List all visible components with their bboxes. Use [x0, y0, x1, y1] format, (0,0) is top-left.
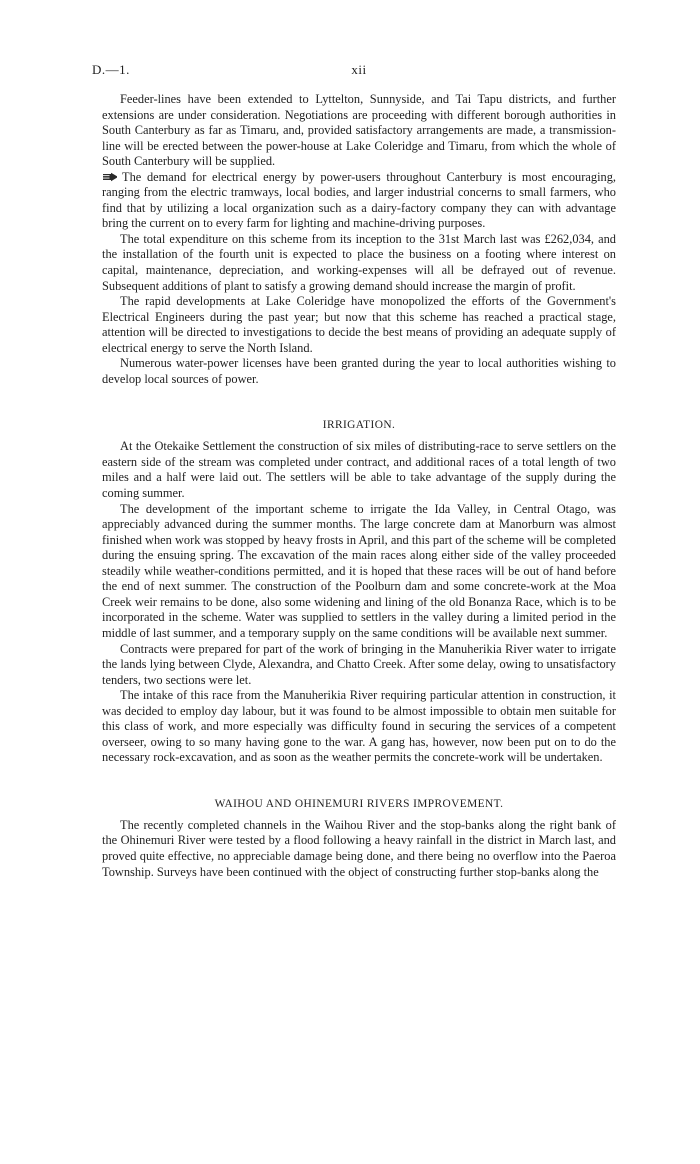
intro-section — [102, 92, 616, 387]
page-number: xii — [351, 62, 367, 77]
section-heading-waihou: WAIHOU AND OHINEMURI RIVERS IMPROVEMENT. — [214, 797, 504, 810]
paragraph: The intake of this race from the Manuherikia River requiring particular attention in construction, it was decided to employ day labour, but it was found to be almost impossible to obtain men suitable for this class of work, and more especially was difficulty found in securing the services of a competent overseer, owing to so many having gone to the war. A gang has, however, now been put on to do the necessary rock-excavation, and as soon as the weather permits the concrete-work will be undertaken. — [102, 688, 616, 765]
paragraph: The recently completed channels in the Waihou River and the stop-banks along the right bank of the Ohinemuri River were tested by a flood following a heavy rainfall in the district in March last, and proved quite effective, no appreciable damage being done, and there being no overflow into the Paeroa Township. Surveys have been continued with the object of constructing further stop-banks along the — [102, 817, 616, 879]
paragraph-text: The demand for electrical energy by power-users throughout Canterbury is most encouraging, ranging from the electric tramways, local bodies, and larger industrial concerns to small farmers, who find that by utilizing a local organization such as a dairy-factory company they can with advantage bring the current on to every farm for lighting and machine-driving purposes. — [102, 169, 616, 231]
paragraph: The development of the important scheme to irrigate the Ida Valley, in Central Otago, was appreciably advanced during the summer months. The large concrete dam at Manorburn was almost finished when work was stopped by heavy frosts in April, and this part of the scheme will be completed during the ensuing spring. The excavation of the main races along either side of the valley proceeded steadily while weather-conditions permitted, and it is hoped that these races will be out of hand before the end of next summer. The construction of the Poolburn dam and some concrete-work at the Moa Creek weir remains to be done, also some widening and lining of the old Bonanza Race, which is to be incorporated in the scheme. Water was supplied to settlers in the valley during a limited period in the middle of last summer, and a temporary supply on the same conditions will be available next summer. — [102, 501, 616, 640]
paragraph: Contracts were prepared for part of the work of bringing in the Manuherikia River water to irrigate the lands lying between Clyde, Alexandra, and Chatto Creek. After some delay, owing to unsatisfactory tenders, two sections were let. — [102, 641, 616, 687]
waihou-section — [102, 818, 616, 880]
section-heading-irrigation: IRRIGATION. — [322, 419, 396, 432]
paragraph: The rapid developments at Lake Coleridge have monopolized the efforts of the Government's Electrical Engineers during the past year; but now that this scheme has reached a practical stage, attention will be directed to investigations to decide the best means of providing an adequate supply of electrical energy to serve the North Island. — [102, 294, 616, 355]
pointing-hand-icon — [102, 172, 118, 182]
page-header — [92, 62, 616, 84]
paragraph: Feeder-lines have been extended to Lyttelton, Sunnyside, and Tai Tapu districts, and further extensions are under consideration. Negotiations are proceeding with different borough authorities in South Canterbury as far as Timaru, and, provided satisfactory arrangements are made, a transmission-line will be erected between the power-house at Lake Coleridge and Timaru, from which the whole of South Canterbury will be supplied. — [102, 92, 616, 169]
document-reference: D.—1. — [92, 62, 130, 77]
paragraph: The total expenditure on this scheme from its inception to the 31st March last was £262,034, and the installation of the fourth unit is expected to place the business on a footing where interest on capital, maintenance, depreciation, and working-expenses will all be defrayed out of revenue. Subsequent additions of plant to satisfy a growing demand should increase the margin of profit. — [102, 231, 616, 293]
paragraph — [102, 170, 616, 232]
document-page — [92, 62, 616, 880]
paragraph: At the Otekaike Settlement the construction of six miles of distributing-race to serve settlers on the eastern side of the stream was completed under contract, and additional races of a total length of two miles and a half were laid out. The settlers will be able to take advantage of the supply during the coming summer. — [102, 439, 616, 501]
paragraph: Numerous water-power licenses have been granted during the year to local authorities wishing to develop local sources of power. — [102, 356, 616, 386]
irrigation-section — [102, 439, 616, 765]
